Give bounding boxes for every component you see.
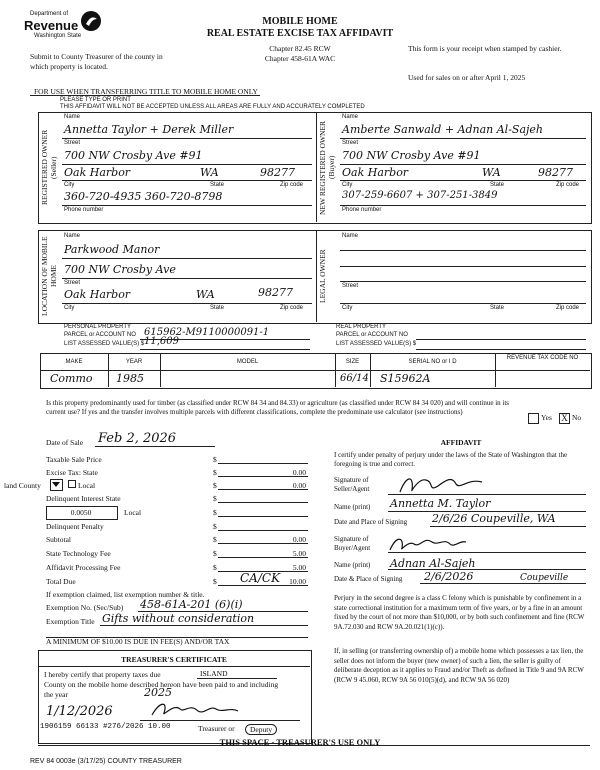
seller-name-label: Name [64, 114, 81, 120]
perjury-note [334, 594, 590, 632]
seller-city[interactable]: Oak Harbor [64, 166, 131, 179]
seller-state-label: State [210, 182, 225, 188]
real-property-label: REAL PROPERTY [336, 324, 387, 330]
use-when-note: FOR USE WHEN TRANSFERRING TITLE TO MOBILE HOME ONLY [34, 87, 258, 96]
seller-phone-label: Phone number [64, 207, 104, 213]
dollar-5: $ [213, 508, 217, 517]
rev-number: REV 84 0003e (3/17/25) COUNTY TREASURER [30, 758, 182, 765]
legal-name-label: Name [342, 233, 359, 239]
deputy-label: Deputy [245, 724, 277, 735]
island-county-label: land County [4, 481, 41, 490]
buyer-name[interactable]: Amberte Sanwald + Adnan Al-Sajeh [342, 123, 544, 136]
treasurer-use-only: THIS SPACE - TREASURER'S USE ONLY [219, 737, 381, 747]
logo-line3: Washington State [34, 33, 82, 39]
used-for-note: Used for sales on or after April 1, 2025 [408, 73, 526, 82]
assessed-value[interactable]: 11,609 [144, 336, 179, 347]
exemption-no[interactable]: 458-61A-201 (6)(i) [140, 598, 243, 611]
dollar-3: $ [213, 481, 217, 490]
location-section-label: LOCATION OF MOBILE HOME [40, 236, 58, 316]
ca-ck: CA/CK [240, 571, 281, 585]
delinquent-penalty-label: Delinquent Penalty [46, 522, 104, 531]
cell-serial[interactable]: S15962A [380, 372, 431, 385]
title-mobile-home: MOBILE HOME [262, 16, 338, 27]
title-affidavit: REAL ESTATE EXCISE TAX AFFIDAVIT [206, 28, 394, 39]
buyer-date[interactable]: 2/6/2026 [424, 570, 474, 583]
exemption-title[interactable]: Gifts without consideration [102, 612, 255, 625]
parcel-label: PARCEL or ACCOUNT NO [64, 332, 136, 338]
personal-property-label: PERSONAL PROPERTY [64, 324, 132, 330]
local-checkbox[interactable] [68, 480, 76, 488]
seller-zip-label: Zip code [280, 182, 304, 188]
treasurer-signature-icon [150, 699, 240, 719]
buyer-state[interactable]: WA [482, 166, 501, 179]
location-name-label: Name [64, 233, 81, 239]
total-due-value: 10.00 [289, 577, 306, 586]
buyer-date-label: Date & Place of Signing [334, 575, 403, 583]
total-due-label: Total Due [46, 577, 76, 586]
legal-zip-label: Zip code [556, 305, 580, 311]
no-checkbox[interactable] [559, 413, 570, 424]
location-city[interactable]: Oak Harbor [64, 288, 131, 301]
date-of-sale-label: Date of Sale [46, 438, 84, 447]
buyer-zip-label: Zip code [556, 182, 580, 188]
buyer-print-name[interactable]: Adnan Al-Sajeh [390, 557, 476, 570]
treasurer-heading: TREASURER'S CERTIFICATE [121, 655, 227, 664]
buyer-zip[interactable]: 98277 [538, 166, 573, 179]
location-street-label: Street [64, 280, 81, 286]
chapter-rcw: Chapter 82.45 RCW [269, 44, 331, 53]
buyer-signature-icon [388, 532, 468, 554]
cell-year[interactable]: 1985 [116, 372, 144, 385]
chapter-wac: Chapter 458-61A WAC [264, 54, 336, 63]
parcel-number[interactable]: 615962-M9110000091-1 [144, 327, 270, 338]
dollar-2: $ [213, 468, 217, 477]
seller-zip[interactable]: 98277 [260, 166, 295, 179]
location-state-label: State [210, 305, 225, 311]
treasurer-certify-1: I hereby certify that property taxes due [44, 670, 161, 679]
treasurer-date[interactable]: 1/12/2026 [46, 704, 113, 719]
local-value: 0.00 [292, 481, 306, 490]
col-make: MAKE [65, 359, 83, 365]
buyer-phone[interactable]: 307-259-6607 + 307-251-3849 [342, 190, 498, 201]
minimum-note: A MINIMUM OF $10.00 IS DUE IN FEE(S) AND/OR TAX [46, 637, 230, 646]
location-street[interactable]: 700 NW Crosby Ave [64, 263, 176, 276]
location-state[interactable]: WA [196, 288, 215, 301]
col-year: YEAR [125, 359, 143, 365]
seller-signature-icon [396, 472, 486, 496]
yes-checkbox[interactable] [528, 413, 539, 424]
seller-section-label: REGISTERED OWNER (Seller) [40, 129, 58, 206]
local2-label: Local [124, 508, 142, 517]
exemption-claimed-note: If exemption claimed, list exemption number & title. [46, 590, 205, 599]
seller-city-label: City [64, 182, 75, 188]
chevron-down-icon [52, 482, 60, 487]
treasurer-certify-2: County on the mobile home described hereon have been paid to and including the year [44, 680, 279, 699]
logo-line1: Department of [30, 11, 69, 17]
date-of-sale[interactable]: Feb 2, 2026 [98, 431, 177, 446]
please-type-note: PLEASE TYPE OR PRINT [60, 97, 131, 103]
legal-state-label: State [490, 305, 505, 311]
cell-make[interactable]: Commo [50, 372, 93, 385]
col-serial: SERIAL NO or I D [408, 359, 457, 365]
dollar-7: $ [213, 535, 217, 544]
seller-print-name[interactable]: Annetta M. Taylor [390, 497, 491, 510]
subtotal-value: 0.00 [292, 535, 306, 544]
affidavit-heading: AFFIDAVIT [440, 438, 482, 447]
taxable-sale-label: Taxable Sale Price [46, 455, 102, 464]
affidavit-certify: I certify under penalty of perjury under the laws of the State of Washington that the foregoing is true and correct. [334, 451, 568, 468]
seller-date-place-label: Date and Place of Signing [334, 518, 408, 526]
treasurer-stamp: 1906159 66133 #276/2026 10.00 [40, 723, 171, 731]
buyer-street-label: Street [342, 140, 359, 146]
processing-fee-label: Affidavit Processing Fee [46, 563, 121, 572]
col-model: MODEL [236, 359, 259, 365]
processing-fee-value: 5.00 [292, 563, 306, 572]
seller-print-label: Name (print) [334, 503, 371, 511]
real-assessed-label: LIST ASSESSED VALUE(S) $ [336, 341, 417, 347]
buyer-phone-label: Phone number [342, 207, 382, 213]
yes-label: Yes [541, 413, 552, 422]
buyer-city[interactable]: Oak Harbor [342, 166, 409, 179]
location-zip[interactable]: 98277 [258, 286, 293, 299]
lien-note: If, in selling (or transferring ownership of) a mobile home which possesses a tax lien, the seller does not inform the buyer (new owner) of such a lien, the seller is guilty of deliberate deception as it applies to Fraud and/or Theft as defined in Title 9 and 9A RCW (RCW 9 45.060, RCW 9A 56 010(5)(d), and RCW 9A 56 020) [334, 647, 584, 684]
tech-fee-value: 5.00 [292, 549, 306, 558]
exemption-no-label: Exemption No. (Sec/Sub) [46, 603, 124, 612]
dollar-9: $ [213, 563, 217, 572]
legal-street-label: Street [342, 283, 359, 289]
seller-street[interactable]: 700 NW Crosby Ave #91 [64, 149, 203, 162]
subtotal-label: Subtotal [46, 535, 72, 544]
receipt-note: This form is your receipt when stamped by cashier. [408, 44, 562, 53]
location-city-label: City [64, 305, 75, 311]
seller-street-label: Street [64, 140, 81, 146]
seller-signature-label: Signature of Seller/Agent [334, 476, 370, 493]
buyer-place[interactable]: Coupeville [520, 573, 569, 583]
timber-question: Is this property predominantly used for timber (as classified under RCW 84 34 and 84.33) or agriculture (as classified under RCW 84 34 020) and will continue in its current use? If yes and the transfer involves multiple parcels with different classifications, complete the predominate use calculator (see instructions) [46, 399, 510, 416]
logo-line2: Revenue [24, 18, 79, 33]
buyer-name-label: Name [342, 114, 359, 120]
buyer-city-label: City [342, 182, 353, 188]
treasurer-year[interactable]: 2025 [144, 686, 172, 699]
dollar-1: $ [213, 455, 217, 464]
buyer-section-label: NEW REGISTERED OWNER (Buyer) [318, 120, 336, 215]
seller-phone[interactable]: 360-720-4935 360-720-8798 [64, 190, 223, 203]
buyer-street[interactable]: 700 NW Crosby Ave #91 [342, 149, 481, 162]
dollar-4: $ [213, 494, 217, 503]
cell-size[interactable]: 66/14 [340, 373, 369, 384]
excise-state-value: 0.00 [292, 468, 306, 477]
treasurer-or-label: Treasurer or [198, 724, 235, 733]
legal-owner-section-label: LEGAL OWNER [318, 249, 327, 303]
rate-value: 0.0050 [70, 508, 92, 517]
dollar-10: $ [213, 577, 217, 586]
buyer-signature-label: Signature of Buyer/Agent [334, 535, 371, 552]
not-accepted-note: THIS AFFIDAVIT WILL NOT BE ACCEPTED UNLESS ALL AREAS ARE FULLY AND ACCURATELY COMPLETED [60, 104, 365, 110]
col-revenue-code: REVENUE TAX CODE NO [506, 355, 579, 361]
assessed-label: LIST ASSESSED VALUE(S) $ [64, 341, 145, 347]
location-name[interactable]: Parkwood Manor [64, 243, 160, 256]
delinquent-interest-label: Delinquent Interest State [46, 494, 121, 503]
legal-city-label: City [342, 305, 353, 311]
dollar-8: $ [213, 549, 217, 558]
col-size: SIZE [345, 359, 360, 365]
no-check-mark: X [561, 413, 568, 423]
buyer-print-label: Name (print) [334, 561, 371, 569]
location-zip-label: Zip code [280, 305, 304, 311]
real-parcel-label: PARCEL or ACCOUNT NO [336, 332, 408, 338]
buyer-state-label: State [490, 182, 505, 188]
no-label: No [572, 413, 582, 422]
treasurer-county[interactable]: ISLAND [200, 669, 228, 678]
seller-name[interactable]: Annetta Taylor + Derek Miller [64, 123, 234, 136]
submit-note: Submit to County Treasurer of the county in which property is located. [30, 52, 163, 71]
tech-fee-label: State Technology Fee [46, 549, 111, 558]
exemption-title-label: Exemption Title [46, 617, 95, 626]
dollar-6: $ [213, 522, 217, 531]
seller-state[interactable]: WA [200, 166, 219, 179]
seller-date-place[interactable]: 2/6/26 Coupeville, WA [432, 512, 556, 525]
perjury-full: Perjury in the second degree is a class C felony which is punishable by confinement in a state correctional institution for a maximum term of five years, or by a fine in an amount fixed by the court of not more than $10,000, or by both such confinement and fine (RCW 9A.72.030 and RCW 9A.20.021(1)(c)). [334, 594, 585, 631]
excise-state-label: Excise Tax: State [46, 468, 98, 477]
local-label: Local [78, 481, 96, 490]
